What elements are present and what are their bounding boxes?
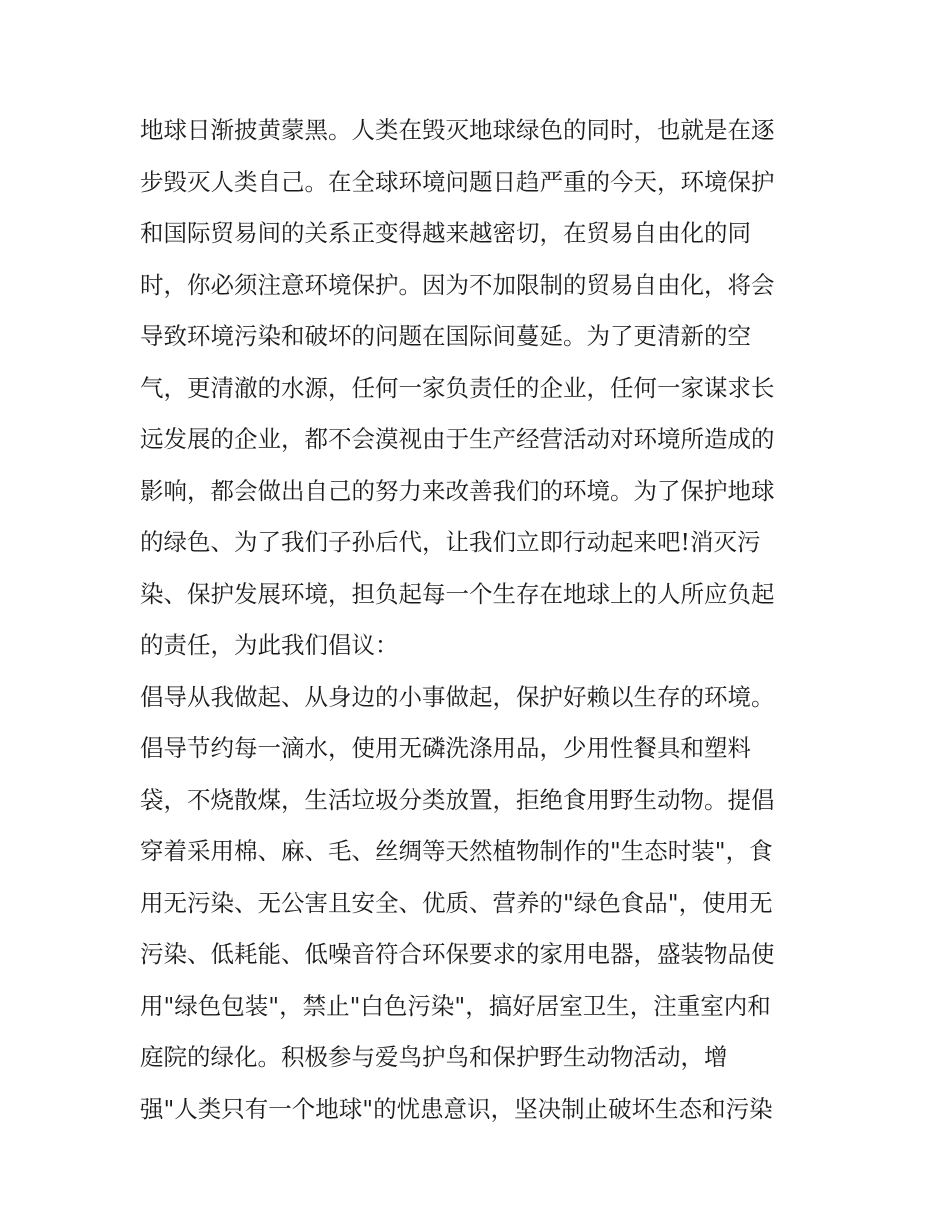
text-line: 气，更清澈的水源，任何一家负责任的企业，任何一家谋求长 xyxy=(140,373,775,402)
text-line: 的责任，为此我们倡议： xyxy=(140,631,399,659)
text-line: 庭院的绿化。积极参与爱鸟护鸟和保护野生动物活动，增 xyxy=(140,1043,728,1071)
text-line: 倡导从我做起、从身边的小事做起，保护好赖以生存的环境。 xyxy=(140,682,775,711)
text-line: 倡导节约每一滴水，使用无磷洗涤用品，少用性餐具和塑料 xyxy=(140,734,751,762)
text-line: 远发展的企业，都不会漠视由于生产经营活动对环境所造成的 xyxy=(140,425,775,453)
text-line: 用"绿色包装"，禁止"白色污染"，搞好居室卫生，注重室内和 xyxy=(140,991,771,1020)
text-line: 步毁灭人类自己。在全球环境问题日趋严重的今天，环境保护 xyxy=(140,167,775,196)
text-line: 时，你必须注意环境保护。因为不加限制的贸易自由化，将会 xyxy=(140,270,775,299)
text-line: 污染、低耗能、低噪音符合环保要求的家用电器，盛装物品使 xyxy=(140,940,775,968)
text-line: 染、保护发展环境，担负起每一个生存在地球上的人所应负起 xyxy=(140,579,775,608)
body-text xyxy=(140,105,820,1135)
text-line: 的绿色、为了我们子孙后代，让我们立即行动起来吧!消灭污 xyxy=(140,528,761,556)
text-line: 和国际贸易间的关系正变得越来越密切，在贸易自由化的同 xyxy=(140,219,751,247)
text-line: 穿着采用棉、麻、毛、丝绸等天然植物制作的"生态时装"，食 xyxy=(140,837,773,865)
text-line: 影响，都会做出自己的努力来改善我们的环境。为了保护地球 xyxy=(140,476,775,505)
text-line: 地球日渐披黄蒙黑。人类在毁灭地球绿色的同时，也就是在逐 xyxy=(140,116,775,144)
text-line: 强"人类只有一个地球"的忧患意识，坚决制止破坏生态和污染 xyxy=(140,1094,773,1123)
text-line: 袋，不烧散煤，生活垃圾分类放置，拒绝食用野生动物。提倡 xyxy=(140,785,775,814)
text-line: 用无污染、无公害且安全、优质、营养的"绿色食品"，使用无 xyxy=(140,888,773,917)
text-line: 导致环境污染和破坏的问题在国际间蔓延。为了更清新的空 xyxy=(140,322,751,350)
